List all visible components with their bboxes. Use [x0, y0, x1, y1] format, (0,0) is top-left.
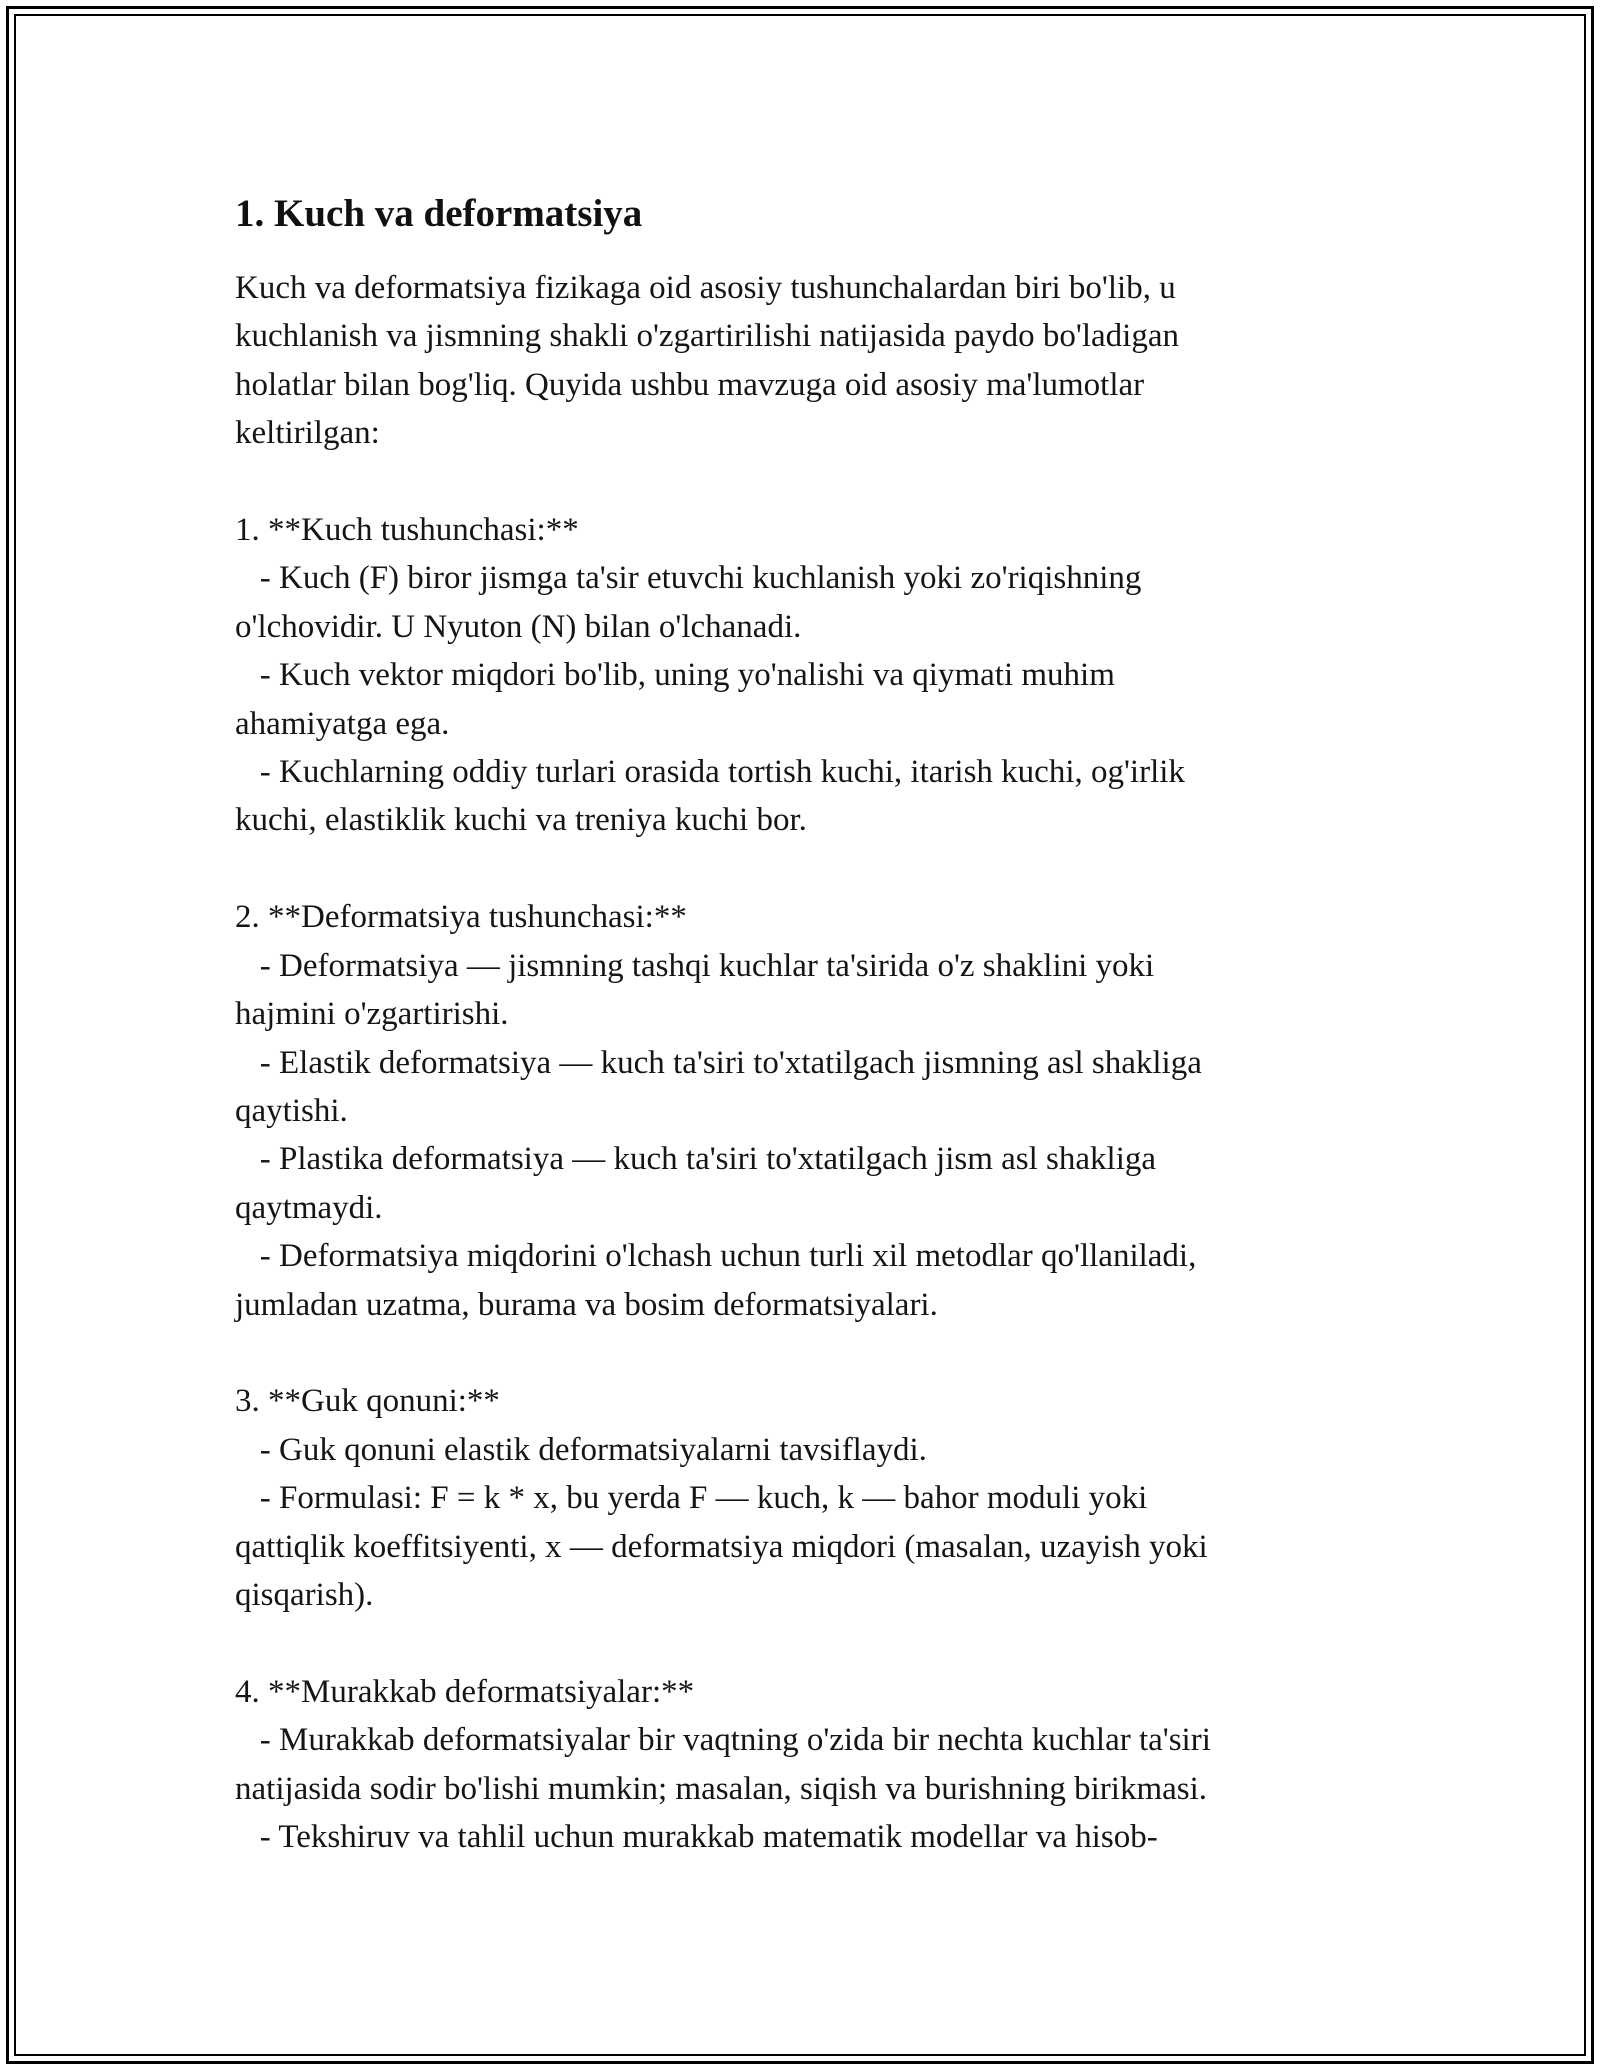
document-content: [235, 184, 1355, 1861]
document-title: 1. Kuch va deformatsiya: [235, 192, 643, 235]
document-body: Kuch va deformatsiya fizikaga oid asosiy tushunchalardan biri bo'lib, u kuchlanish va jismning shakli o'zgartirilishi natijasida paydo bo'ladigan holatlar bilan bog'liq. Quyida ushbu mavzuga oid asosiy ma'lumotlar keltirilgan: 1. **Kuch tushunchasi:** - Kuch (F) biror jismga ta'sir etuvchi kuchlanish yoki zo'riqishning o'lchovidir. U Nyuton (N) bilan o'lchanadi. - Kuch vektor miqdori bo'lib, uning yo'nalishi va qiymati muhim ahamiyatga ega. - Kuchlarning oddiy turlari orasida tortish kuchi, itarish kuchi, og'irlik kuchi, elastiklik kuchi va treniya kuchi bor. 2. **Deformatsiya tushunchasi:** - Deformatsiya — jismning tashqi kuchlar ta'sirida o'z shaklini yoki hajmini o'zgartirishi. - Elastik deformatsiya — kuch ta'siri to'xtatilgach jismning asl shakliga qaytishi. - Plastika deformatsiya — kuch ta'siri to'xtatilgach jism asl shakliga qaytmaydi. - Deformatsiya miqdorini o'lchash uchun turli xil metodlar qo'llaniladi, jumladan uzatma, burama va bosim deformatsiyalari. 3. **Guk qonuni:** - Guk qonuni elastik deformatsiyalarni tavsiflaydi. - Formulasi: F = k * x, bu yerda F — kuch, k — bahor moduli yoki qattiqlik koeffitsiyenti, x — deformatsiya miqdori (masalan, uzayish yoki qisqarish). 4. **Murakkab deformatsiyalar:** - Murakkab deformatsiyalar bir vaqtning o'zida bir nechta kuchlar ta'siri natijasida sodir bo'lishi mumkin; masalan, siqish va burishning birikmasi. - Tekshiruv va tahlil uchun murakkab matematik modellar va hisob-: [235, 270, 1211, 1855]
